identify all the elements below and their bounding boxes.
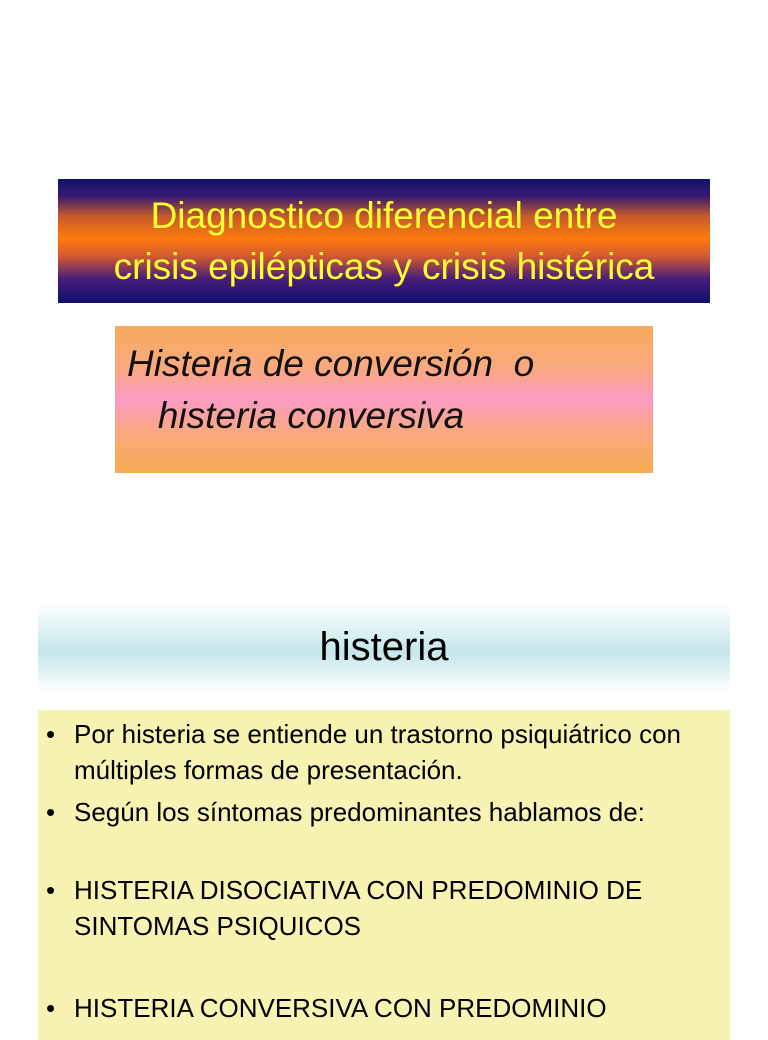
bullet-dot-icon: • — [46, 797, 56, 827]
bullet-dot-icon: • — [46, 875, 56, 905]
bullet-dot-icon: • — [46, 719, 56, 749]
header-band — [38, 602, 730, 692]
bullet-text: HISTERIA CONVERSIVA CON PREDOMINIO — [74, 993, 607, 1023]
slide-subtitle-text: Histeria de conversión o histeria conversiva — [127, 343, 535, 436]
slide-histeria — [0, 580, 768, 1024]
bullet-text: HISTERIA DISOCIATIVA CON PREDOMINIO DE SINTOMAS PSIQUICOS — [74, 875, 643, 941]
slide-title-text: Diagnostico diferencial entre crisis epilépticas y crisis histérica — [113, 195, 655, 287]
content-box — [38, 710, 730, 1040]
bullet-text: Según los síntomas predominantes hablamos de: — [74, 797, 645, 827]
slide-header-text: histeria — [319, 624, 449, 669]
bullet-dot-icon: • — [46, 993, 56, 1023]
title-banner — [58, 179, 710, 303]
bullet-text: Por histeria se entiende un trastorno psiquiátrico con múltiples formas de presentación. — [74, 719, 682, 785]
subtitle-box — [115, 326, 653, 473]
